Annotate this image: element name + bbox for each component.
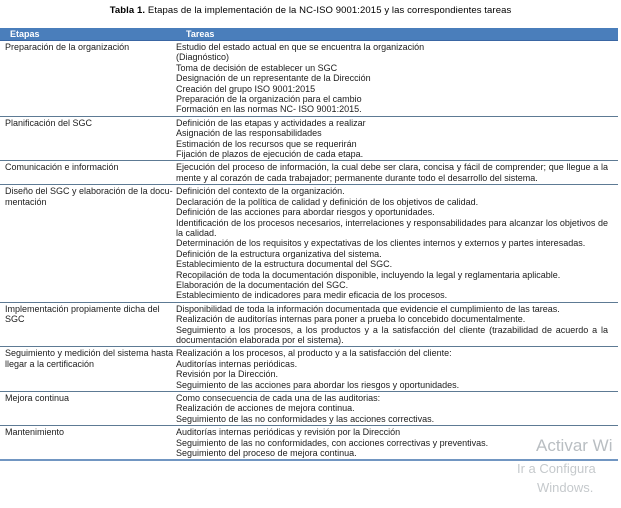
task-line: Recopilación de toda la documentación disponible, incluyendo la legal y reglamentaria aplicable.	[176, 269, 561, 280]
task-line: Establecimiento de indicadores para medir eficacia de los procesos.	[176, 290, 448, 301]
task-line: Asignación de las responsabilidades	[176, 128, 322, 139]
task-line: Definición de la estructura organizativa del sistema.	[176, 248, 382, 259]
etapa-line: Implementación propiamente dicha del	[5, 303, 160, 314]
task-line: Determinación de los requisitos y expectativas de los clientes internos y externos y partes interesadas.	[176, 238, 586, 249]
etapa-line: Mejora continua	[5, 393, 70, 403]
task-line: Disponibilidad de toda la información documentada que evidencie el cumplimiento de las tareas.	[176, 303, 560, 314]
tareas-cell	[176, 186, 618, 300]
table-row	[0, 391, 618, 425]
task-line: Auditorías internas periódicas.	[176, 358, 298, 369]
task-line: Designación de un representante de la Dirección	[176, 73, 371, 84]
task-line: Seguimiento de las no conformidades y las acciones correctivas.	[176, 413, 435, 424]
task-line: Toma de decisión de establecer un SGC	[176, 62, 338, 73]
table-header-row	[0, 28, 618, 41]
etapa-line: mentación	[5, 196, 47, 207]
table-caption-number: Tabla 1.	[109, 5, 146, 16]
task-line: Ejecución del proceso de información, la cual debe ser clara, concisa y fácil de comprender; que llegue a la mente y al corazón de cada trabajador; permanente durante todo el desarrollo del sistema.	[176, 162, 608, 183]
task-line: Creación del grupo ISO 9001:2015	[176, 83, 316, 94]
task-line: Seguimiento del proceso de mejora continua.	[176, 448, 357, 459]
table-row	[0, 160, 618, 184]
table-caption	[0, 0, 621, 16]
task-line: Establecimiento de la estructura documental del SGC.	[176, 259, 393, 270]
task-line: Definición de las acciones para abordar riesgos y oportunidades.	[176, 207, 435, 218]
windows-activation-watermark-line3: Windows.	[537, 480, 594, 495]
etapa-line: Diseño del SGC y elaboración de la docu-	[5, 186, 173, 197]
tareas-cell	[176, 162, 618, 183]
etapa-cell	[0, 348, 176, 390]
table-row	[0, 184, 618, 301]
task-line: Estimación de los recursos que se requerirán	[176, 138, 357, 149]
etapa-line: Planificación del SGC	[5, 117, 93, 128]
tareas-cell	[176, 304, 618, 346]
task-line: Seguimiento a los procesos, a los productos y a la satisfacción del cliente (trazabilidad de acuerdo a la documentación elaborada por el sistema).	[176, 324, 608, 345]
windows-activation-watermark-line1: Activar Wi	[536, 436, 613, 455]
task-line: Estudio del estado actual en que se encuentra la organización	[176, 42, 425, 52]
task-line: Realización a los procesos, al producto y a la satisfacción del cliente:	[176, 348, 452, 359]
etapa-line: Mantenimiento	[5, 427, 65, 438]
etapa-cell	[0, 118, 176, 160]
task-line: Realización de auditorías internas para poner a prueba lo concebido documentalmente.	[176, 314, 526, 325]
etapa-cell	[0, 42, 176, 115]
tareas-cell	[176, 427, 618, 458]
task-line: Declaración de la política de calidad y definición de los objetivos de calidad.	[176, 196, 479, 207]
tareas-cell	[176, 42, 618, 115]
table-row	[0, 302, 618, 347]
task-line: Revisión por la Dirección.	[176, 369, 279, 380]
tareas-cell	[176, 393, 618, 424]
etapa-line: Comunicación e información	[5, 162, 119, 173]
table-row	[0, 346, 618, 391]
etapa-line: Seguimiento y medición del sistema hasta	[5, 348, 174, 359]
task-line: Seguimiento de las acciones para abordar los riesgos y oportunidades.	[176, 379, 460, 390]
table-row	[0, 41, 618, 116]
etapa-cell	[0, 304, 176, 346]
task-line: Identificación de los procesos necesarios, interrelaciones y responsabilidades para alcanzar los objetivos de la calidad.	[176, 217, 608, 238]
task-line: Definición de las etapas y actividades a realizar	[176, 117, 366, 128]
stages-tasks-table	[0, 28, 618, 461]
task-line: Definición del contexto de la organización.	[176, 186, 345, 197]
table-caption-text: Etapas de la implementación de la NC-ISO 9001:2015 y las correspondientes tareas	[145, 5, 512, 16]
table-row	[0, 116, 618, 161]
etapa-cell	[0, 162, 176, 183]
windows-activation-watermark-line2: Ir a Configura	[517, 461, 596, 476]
etapa-line: SGC	[5, 314, 25, 325]
table-body	[0, 41, 618, 459]
etapa-line: llegar a la certificación	[5, 358, 95, 369]
task-line: Realización de acciones de mejora continua.	[176, 403, 355, 414]
task-line: Formación en las normas NC- ISO 9001:2015.	[176, 104, 362, 115]
task-line: Auditorías internas periódicas y revisión por la Dirección	[176, 427, 401, 438]
task-line: (Diagnóstico)	[176, 52, 230, 63]
task-line: Como consecuencia de cada una de las auditorias:	[176, 393, 381, 403]
tareas-cell	[176, 118, 618, 160]
etapa-cell	[0, 427, 176, 458]
etapa-cell	[0, 186, 176, 300]
task-line: Fijación de plazos de ejecución de cada etapa.	[176, 149, 364, 160]
tareas-cell	[176, 348, 618, 390]
task-line: Seguimiento de las no conformidades, con acciones correctivas y preventivas.	[176, 437, 489, 448]
etapa-line: Preparación de la organización	[5, 42, 130, 52]
column-header-etapas: Etapas	[10, 29, 40, 39]
etapa-cell	[0, 393, 176, 424]
task-line: Preparación de la organización para el cambio	[176, 94, 362, 105]
table-row	[0, 425, 618, 459]
task-line: Elaboración de la documentación del SGC.	[176, 279, 349, 290]
column-header-tareas: Tareas	[186, 29, 215, 39]
